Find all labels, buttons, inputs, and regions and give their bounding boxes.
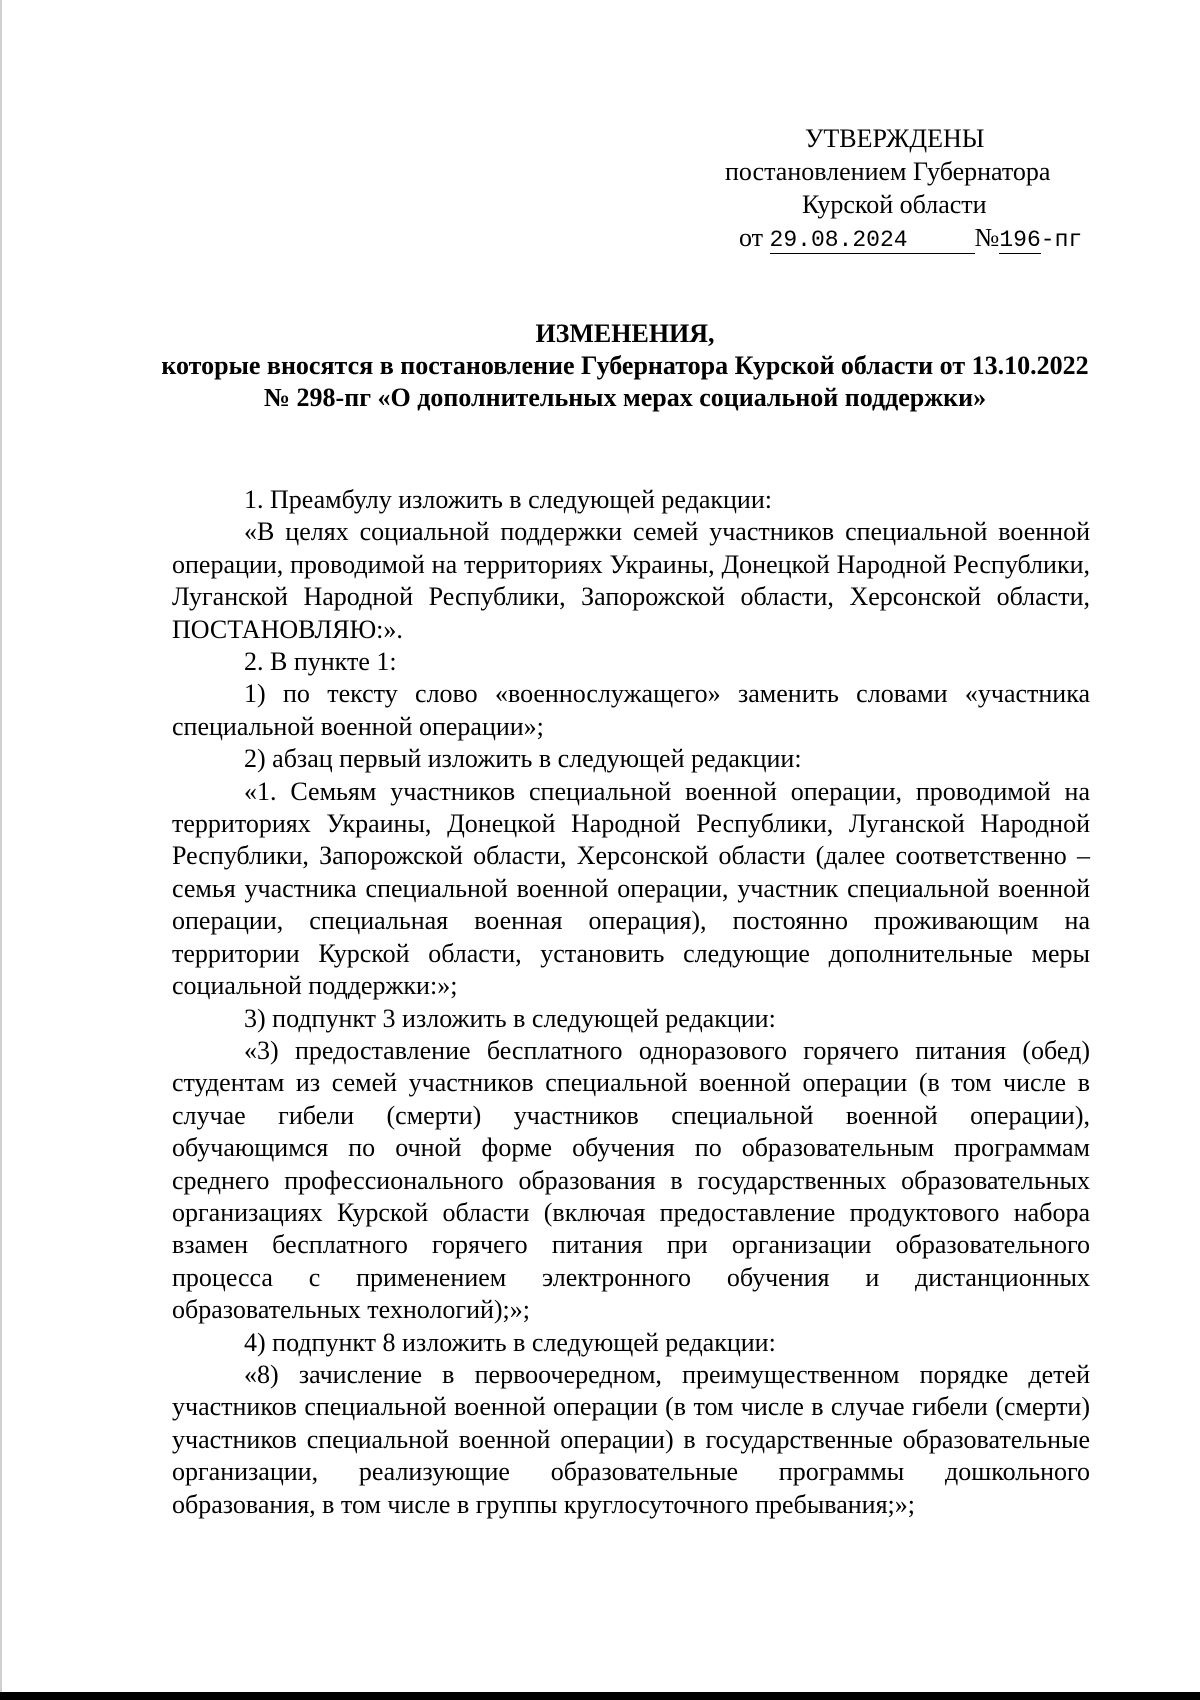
paragraph: 3) подпункт 3 изложить в следующей редакции: xyxy=(244,1003,776,1033)
approval-number-suffix: -пг xyxy=(1040,227,1083,253)
paragraph: «8) зачисление в первоочередном, преимущественном порядке детей участников специальной военной операции (в том числе в случае гибели (смерти) участников специальной военной операции) в государственные образовательные организации, реализующие образовательные программы дошкольного образования, в том числе в группы круглосуточного пребывания;»; xyxy=(172,1359,1090,1519)
approval-authority: постановлением Губернатора xyxy=(725,157,1051,186)
title-subtitle: которые вносятся в постановление Губернатора Курской области от 13.10.2022 № 298-пг «О дополнительных мерах социальной поддержки» xyxy=(161,351,1089,412)
paragraph: 2) абзац первый изложить в следующей редакции: xyxy=(244,744,802,774)
title-main: ИЗМЕНЕНИЯ, xyxy=(535,319,715,348)
approval-number-field xyxy=(999,225,1040,254)
document-body xyxy=(172,484,1090,1521)
approval-date: 29.08.2024 xyxy=(769,227,908,253)
approval-block xyxy=(700,122,1140,257)
approval-number-label: № xyxy=(974,223,1000,252)
scan-left-edge xyxy=(0,0,2,1700)
approval-from-label: от xyxy=(739,223,764,252)
paragraph: 1) по тексту слово «военнослужащего» заменить словами «участника специальной военной операции»; xyxy=(172,679,1090,741)
document-title xyxy=(160,318,1090,414)
paragraph: 2. В пункте 1: xyxy=(244,647,397,677)
approval-date-line xyxy=(700,221,1140,257)
paragraph: «В целях социальной поддержки семей участников специальной военной операции, проводимой на территориях Украины, Донецкой Народной Республики, Луганской Народной Республики, Запорожской области, Херсонской области, ПОСТАНОВЛЯЮ:». xyxy=(172,517,1090,644)
approval-number: 196 xyxy=(999,227,1041,253)
paragraph: «3) предоставление бесплатного одноразового горячего питания (обед) студентам из семей участников специальной военной операции (в том числе в случае гибели (смерти) участников специальной военной операции), обучающимся по очной форме обучения по образовательным программам среднего профессионального образования в государственных образовательных организациях Курской области (включая предоставление продуктового набора взамен бесплатного горячего питания при организации образовательного процесса с применением электронного обучения и дистанционных образовательных технологий);»; xyxy=(172,1035,1090,1325)
approval-title: УТВЕРЖДЕНЫ xyxy=(805,124,985,153)
paragraph: 1. Преамбулу изложить в следующей редакции: xyxy=(244,485,772,514)
scan-bottom-border xyxy=(0,1692,1200,1700)
paragraph: 4) подпункт 8 изложить в следующей редакции: xyxy=(244,1327,776,1357)
approval-region: Курской области xyxy=(802,190,987,219)
approval-date-field xyxy=(770,225,975,254)
paragraph: «1. Семьям участников специальной военной операции, проводимой на территориях Украины, Донецкой Народной Республики, Луганской Народной Республики, Запорожской области, Херсонской области (далее соответственно – семья участника специальной военной операции, участник специальной военной операции, специальная военная операция), постоянно проживающим на территории Курской области, установить следующие дополнительные меры социальной поддержки:»; xyxy=(172,776,1090,1001)
